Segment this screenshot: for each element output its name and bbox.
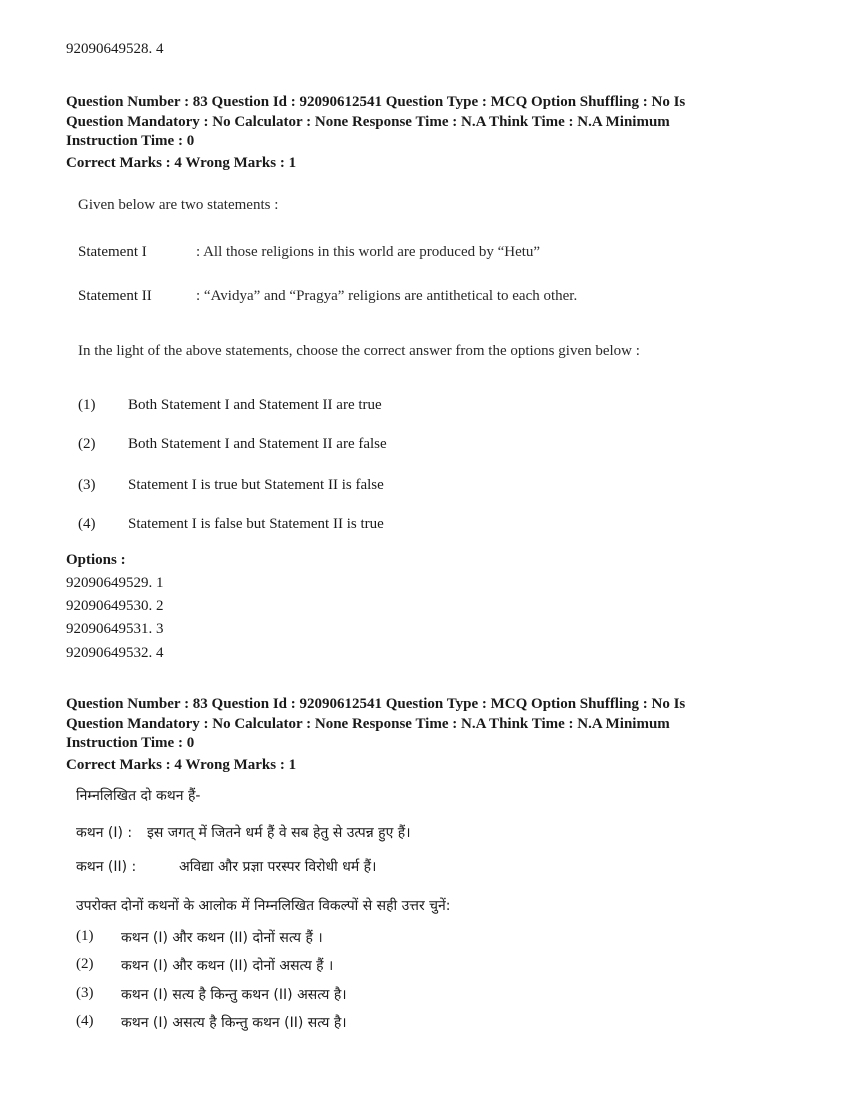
choice-number: (1)	[78, 397, 96, 413]
choice-number: (1)	[76, 928, 94, 944]
choice-text: कथन (I) और कथन (II) दोनों सत्य हैं ।	[121, 930, 323, 946]
statement-1-label: कथन (I) :	[76, 825, 133, 841]
meta-line: Instruction Time : 0	[66, 735, 195, 751]
question-meta-block	[66, 695, 685, 775]
meta-line: Instruction Time : 0	[66, 133, 195, 149]
question-intro: Given below are two statements :	[78, 197, 279, 213]
option-id: 92090649532. 4	[66, 645, 164, 661]
choice-number: (4)	[78, 516, 96, 532]
marks-line: Correct Marks : 4 Wrong Marks : 1	[66, 154, 297, 171]
statement-1-text: : All those religions in this world are produced by “Hetu”	[196, 244, 541, 260]
choice-text: कथन (I) सत्य है किन्तु कथन (II) असत्य है।	[121, 987, 347, 1003]
statement-2-text: : “Avidya” and “Pragya” religions are antithetical to each other.	[196, 288, 578, 304]
meta-line: Question Mandatory : No Calculator : None Response Time : N.A Think Time : N.A Minimum	[66, 113, 670, 130]
choice-text: कथन (I) असत्य है किन्तु कथन (II) सत्य है।	[121, 1015, 347, 1031]
question-instruction: In the light of the above statements, choose the correct answer from the options given below :	[78, 343, 640, 359]
choice-number: (2)	[78, 436, 96, 452]
option-id: 92090649531. 3	[66, 621, 164, 637]
statement-2-label: Statement II	[78, 288, 152, 304]
option-id: 92090649529. 1	[66, 575, 164, 591]
statement-2-label: कथन (II) :	[76, 859, 137, 875]
option-id: 92090649530. 2	[66, 598, 164, 614]
options-label: Options :	[66, 552, 126, 568]
meta-line: Question Number : 83 Question Id : 92090612541 Question Type : MCQ Option Shuffling : No Is	[66, 696, 686, 712]
choice-number: (3)	[76, 985, 94, 1001]
statement-1-text: इस जगत् में जितने धर्म हैं वे सब हेतु से उत्पन्न हुए हैं।	[147, 825, 411, 841]
choice-text: Statement I is false but Statement II is true	[128, 516, 384, 532]
choice-number: (3)	[78, 477, 96, 493]
meta-line: Question Mandatory : No Calculator : None Response Time : N.A Think Time : N.A Minimum	[66, 715, 670, 732]
statement-1-label: Statement I	[78, 244, 147, 260]
marks-line: Correct Marks : 4 Wrong Marks : 1	[66, 756, 297, 773]
question-instruction: उपरोक्त दोनों कथनों के आलोक में निम्नलिखित विकल्पों से सही उत्तर चुनें:	[76, 898, 451, 914]
choice-number: (2)	[76, 956, 94, 972]
question-intro: निम्नलिखित दो कथन हैं-	[76, 788, 201, 804]
choice-text: Statement I is true but Statement II is false	[128, 477, 384, 493]
statement-2-text: अविद्या और प्रज्ञा परस्पर विरोधी धर्म हैं।	[179, 859, 377, 875]
choice-text: Both Statement I and Statement II are true	[128, 397, 382, 413]
meta-line: Question Number : 83 Question Id : 92090612541 Question Type : MCQ Option Shuffling : No Is	[66, 94, 686, 110]
option-id-line: 92090649528. 4	[66, 41, 164, 57]
choice-text: Both Statement I and Statement II are false	[128, 436, 387, 452]
choice-text: कथन (I) और कथन (II) दोनों असत्य हैं ।	[121, 958, 334, 974]
choice-number: (4)	[76, 1013, 94, 1029]
question-meta-block	[66, 93, 685, 173]
